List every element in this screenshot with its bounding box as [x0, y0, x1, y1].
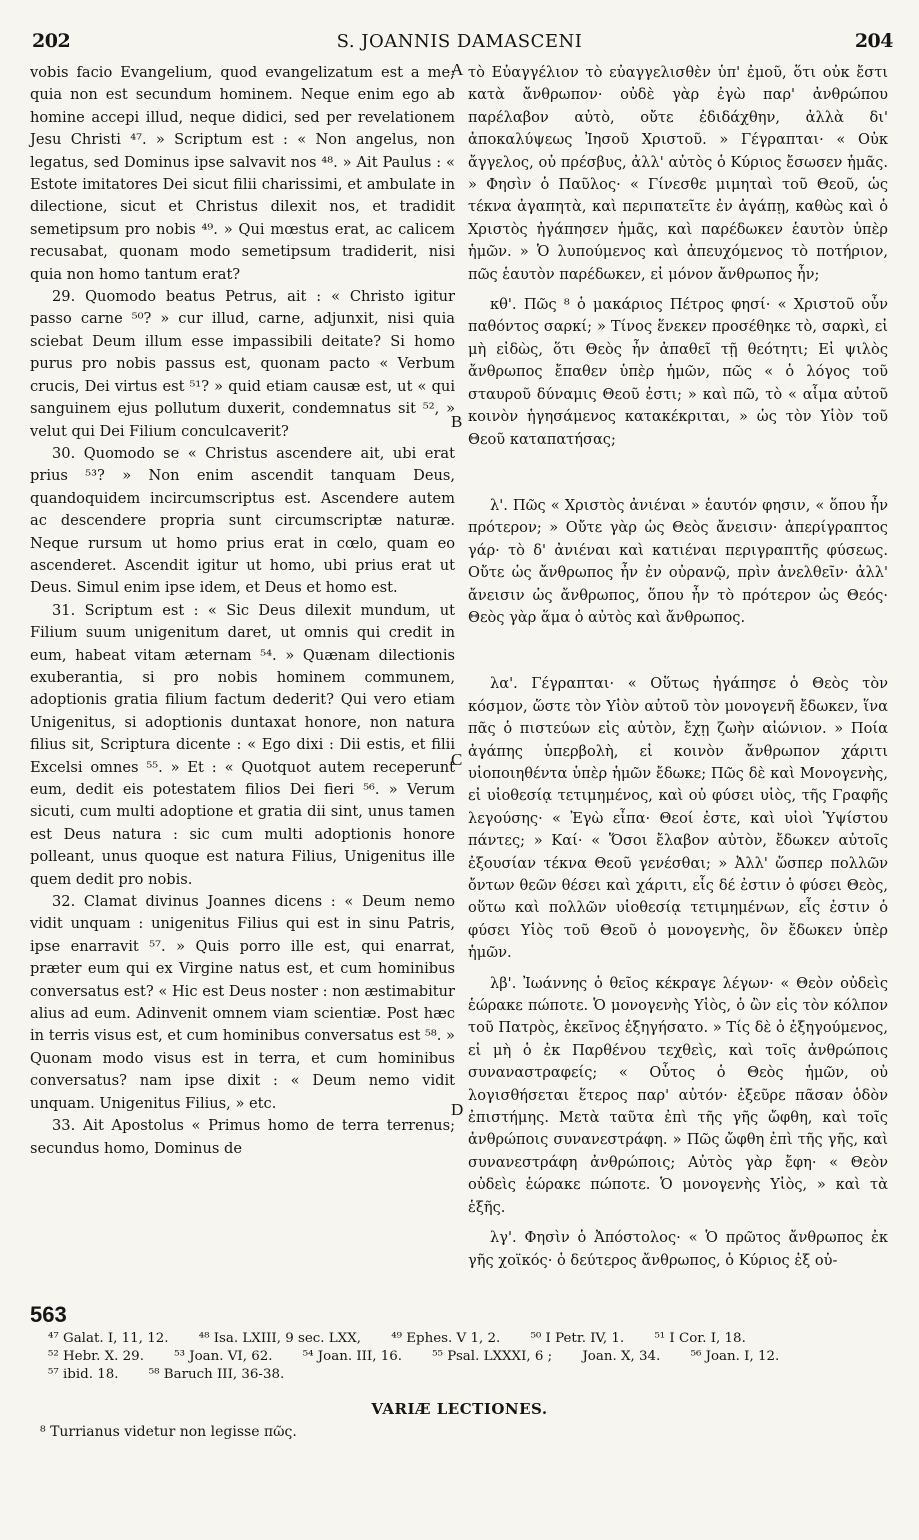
greek-paragraph: τὸ Εὐαγγέλιον τὸ εὐαγγελισθὲν ὑπ' ἐμοῦ, ὅτι οὐκ ἔστι κατὰ ἄνθρωπον· οὐδὲ γὰρ ἐγὼ παρ' ἀνθρώπου παρέλαβον αὐτὸ, οὔτε ἐδιδάχθην, ἀλλὰ δι' ἀποκαλύψεως Ἰησοῦ Χριστοῦ. » Γέγραπται· « Οὐκ ἄγγελος, οὐ πρέσβυς, ἀλλ' αὐτὸς ὁ Κύριος ἔσωσεν ἡμᾶς. » Φησὶν ὁ Παῦλος· « Γίνεσθε μιμηταὶ τοῦ Θεοῦ, ὡς τέκνα ἀγαπητὰ, καὶ περιπατεῖτε ἐν ἀγάπῃ, καθὼς καὶ ὁ Χριστὸς ἠγάπησεν ἡμᾶς, καὶ παρέδωκεν ἑαυτὸν ὑπὲρ ἡμῶν. » Ὁ λυπούμενος καὶ ἀπευχόμενος τὸ ποτήριον, πῶς ἑαυτὸν παρέδωκεν, εἰ μόνον ἄνθρωπος ἦν; — [468, 64, 888, 283]
latin-paragraph: 33. Ait Apostolus « Primus homo de terra terrenus; secundus homo, Dominus de — [30, 1117, 455, 1157]
footnote: ⁵⁵ Psal. LXXXI, 6 ; — [432, 1349, 553, 1364]
footnote: ⁵⁷ ibid. 18. — [48, 1367, 119, 1382]
latin-paragraph: 30. Quomodo se « Christus ascendere ait, ubi erat prius ⁵³? » Non enim ascendit tanquam Deus, quandoquidem incircumscriptus est. Ascendere autem ac descendere propria sunt circumscriptæ naturæ. Neque rursum ut homo prius erat in cœlo, quam eo ascenderet. Ascendit igitur ut homo, ubi prius erat ut Deus. Simul enim ipse idem, et Deus et homo est. — [30, 444, 455, 597]
footnote: ⁴⁸ Isa. LXIII, 9 sec. LXX, — [198, 1331, 362, 1346]
footnote: ⁵⁸ Baruch III, 36-38. — [148, 1367, 285, 1382]
greek-paragraph: κθ'. Πῶς ⁸ ὁ μακάριος Πέτρος φησί· « Χριστοῦ οὖν παθόντος σαρκί; » Τίνος ἕνεκεν προσέθηκε τὸ, σαρκὶ, εἰ μὴ εἰδὼς, ὅτι Θεὸς ἦν ἀπαθεῖ τῇ θεότητι; Εἰ ψιλὸς ἄνθρωπος ἔπαθεν ὑπὲρ ἡμῶν, πῶς « ὁ λόγος τοῦ σταυροῦ δύναμις Θεοῦ ἐστι; » καὶ πῶ, τὸ « αἷμα αὐτοῦ κοινὸν ἡγησάμενος κατακέκριται, » ὡς τὸν Υἱὸν τοῦ Θεοῦ καταπατήσας; — [468, 296, 888, 448]
greek-paragraph: λβ'. Ἰωάννης ὁ θεῖος κέκραγε λέγων· « Θεὸν οὐδεὶς ἑώρακε πώποτε. Ὁ μονογενὴς Υἱὸς, ὁ ὢν εἰς τὸν κόλπον τοῦ Πατρὸς, ἐκεῖνος ἐξηγήσατο. » Τίς δὲ ὁ ἐξηγούμενος, εἰ μὴ ὁ ἐκ Παρθένου τεχθεὶς, καὶ τοῖς ἀνθρώποις συναναστραφείς; « Οὗτος ὁ Θεὸς ἡμῶν, οὐ λογισθήσεται ἕτερος παρ' αὐτόν· ἐξεῦρε πᾶσαν ὁδὸν ἐπιστήμης. Μετὰ ταῦτα ἐπὶ τῆς γῆς ὤφθη, καὶ τοῖς ἀνθρώποις συνανεστράφη. » Πῶς ὤφθη ἐπὶ τῆς γῆς, καὶ συνανεστράφη ἀνθρώποις; Αὐτὸς γὰρ ἔφη· « Θεὸν οὐδεὶς ἑώρακε πώποτε. Ὁ μονογενὴς Υἱὸς, » καὶ τὰ ἑξῆς. — [468, 974, 888, 1216]
footnote: ⁵⁴ Joan. III, 16. — [302, 1349, 403, 1364]
latin-column — [30, 62, 455, 1160]
latin-paragraph: 31. Scriptum est : « Sic Deus dilexit mundum, ut Filium suum unigenitum daret, ut omnis qui credit in eum, habeat vitam æternam ⁵⁴. » Quænam dilectionis exuberantia, si pro nobis hominem communem, adoptionis gratia filium factum dederit? Qui vero etiam Unigenitus, si adoptionis duntaxat honore, non natura filius sit, Scriptura dicente : « Ego dixi : Dii estis, et filii Excelsi omnes ⁵⁵. » Et : « Quotquot autem receperunt eum, dedit eis potestatem filios Dei fieri ⁵⁶. » Verum sicuti, cum multi adoptione et gratia dii sint, unus tamen est Deus natura : sic cum multi adoptionis honore polleant, unus quoque est natura Filius, Unigenitus ille quem dedit pro nobis. — [30, 601, 455, 888]
page-header — [0, 30, 919, 56]
footnote: ⁵³ Joan. VI, 62. — [174, 1349, 273, 1364]
footnote: ⁴⁹ Ephes. V 1, 2. — [391, 1331, 501, 1346]
latin-paragraph: 29. Quomodo beatus Petrus, ait : « Christo igitur passo carne ⁵⁰? » cur illud, carne, adjunxit, nisi quia sciebat Deum illum esse impassibili deitate? Si homo purus pro nobis passus est, quonam pacto « Verbum crucis, Dei virtus est ⁵¹? » quid etiam causæ est, ut « qui sanguinem ejus pollutum duxerit, condemnatus sit ⁵², » velut qui Dei Filium conculcaverit? — [30, 288, 455, 440]
latin-paragraph: vobis facio Evangelium, quod evangelizatum est a me; quia non est secundum hominem. Neque enim ego ab homine accepi illud, neque didici, sed per revelationem Jesu Christi ⁴⁷. » Scriptum est : « Non angelus, non legatus, sed Dominus ipse salvavit nos ⁴⁸. » Ait Paulus : « Estote imitatores Dei sicut filii charissimi, et ambulate in dilectione, sicut et Christus dilexit nos, et tradidit semetipsum pro nobis ⁴⁹. » Qui mœstus erat, ac calicem recusabat, quonam modo semetipsum tradiderit, nisi quia non homo tantum erat? — [30, 64, 455, 283]
footnote: Joan. X, 34. — [582, 1349, 661, 1364]
variae-lectiones-title: VARIÆ LECTIONES. — [371, 1400, 548, 1418]
margin-letter: A — [451, 60, 464, 79]
greek-paragraph: λγ'. Φησὶν ὁ Ἀπόστολος· « Ὁ πρῶτος ἄνθρωπος ἐκ γῆς χοϊκός· ὁ δεύτερος ἄνθρωπος, ὁ Κύριος ἐξ οὐ- — [468, 1229, 888, 1269]
greek-paragraph: λ'. Πῶς « Χριστὸς ἀνιέναι » ἑαυτόν φησιν, « ὅπου ἦν πρότερον; » Οὔτε γὰρ ὡς Θεὸς ἄνεισιν· ἀπερίγραπτος γάρ· τὸ δ' ἀνιέναι καὶ κατιέναι περιγραπτῆς φύσεως. Οὔτε ὡς ἄνθρωπος ἦν ἐν οὐρανῷ, πρὶν ἀνελθεῖν· ἀλλ' ἄνεισιν ὡς ἄνθρωπος, ὅπου ἦν τὸ πρότερον ὡς Θεός· Θεὸς γὰρ ἅμα ὁ αὐτὸς καὶ ἄνθρωπος. — [468, 496, 888, 626]
margin-letter: C — [451, 750, 463, 769]
footnote-row — [48, 1366, 898, 1384]
page-number-right: 204 — [854, 30, 893, 52]
margin-letter: D — [451, 1100, 464, 1119]
footnote: ⁴⁷ Galat. I, 11, 12. — [48, 1331, 169, 1346]
variant-reading-note: ⁸ Turrianus videtur non legisse πῶς. — [40, 1424, 297, 1440]
greek-paragraph: λα'. Γέγραπται· « Οὕτως ἠγάπησε ὁ Θεὸς τὸν κόσμον, ὥστε τὸν Υἱὸν αὐτοῦ τὸν μονογενῆ ἔδωκεν, ἵνα πᾶς ὁ πιστεύων εἰς αὐτὸν, ἔχῃ ζωὴν αἰώνιον. » Ποία ἀγάπης ὑπερβολὴ, εἰ κοινὸν ἄνθρωπον χάριτι υἱοποιηθέντα ὑπὲρ ἡμῶν ἔδωκε; Πῶς δὲ καὶ Μονογενὴς, εἰ υἱοθεσίᾳ τετιμημένος, καὶ οὐ φύσει υἱὸς, τῆς Γραφῆς λεγούσης· « Ἐγὼ εἶπα· Θεοί ἐστε, καὶ υἱοὶ Ὑψίστου πάντες; » Καί· « Ὅσοι ἔλαβον αὐτὸν, ἔδωκεν αὐτοῖς ἐξουσίαν τέκνα Θεοῦ γενέσθαι; » Ἀλλ' ὥσπερ πολλῶν ὄντων θεῶν θέσει καὶ χάριτι, εἷς δέ ἐστιν ὁ φύσει Θεὸς, οὕτω καὶ πολλῶν υἱοθεσίᾳ τετιμημένων, εἷς ἐστιν ὁ φύσει Υἱὸς τοῦ Θεοῦ ὁ μονογενὴς, ὃν ἔδωκεν ὑπὲρ ἡμῶν. — [468, 675, 888, 962]
footnotes — [48, 1330, 898, 1384]
footnote: ⁵⁶ Joan. I, 12. — [690, 1349, 780, 1364]
margin-letters — [449, 60, 465, 1160]
footnote: ⁵⁰ I Petr. IV, 1. — [530, 1331, 625, 1346]
margin-letter: B — [451, 412, 463, 431]
edition-column-number: 563 — [30, 1302, 67, 1327]
greek-column — [468, 62, 888, 1272]
page-number-left: 202 — [32, 30, 71, 52]
running-title: S. JOANNIS DAMASCENI — [336, 31, 583, 52]
footnote-row — [48, 1348, 898, 1366]
footnote: ⁵¹ I Cor. I, 18. — [654, 1331, 746, 1346]
footnote: ⁵² Hebr. X. 29. — [48, 1349, 144, 1364]
latin-paragraph: 32. Clamat divinus Joannes dicens : « Deum nemo vidit unquam : unigenitus Filius qui est in sinu Patris, ipse enarravit ⁵⁷. » Quis porro ille est, qui enarrat, præter eum qui ex Virgine natus est, et cum hominibus conversatus est? « Hic est Deus noster : non æstimabitur alius ad eum. Adinvenit omnem viam scientiæ. Post hæc in terris visus est, et cum hominibus conversatus est ⁵⁸. » Quonam modo visus est in terra, et cum hominibus conversatus? nam ipse dixit : « Deum nemo vidit unquam. Unigenitus Filius, » etc. — [30, 893, 455, 1112]
footnote-row — [48, 1330, 898, 1348]
